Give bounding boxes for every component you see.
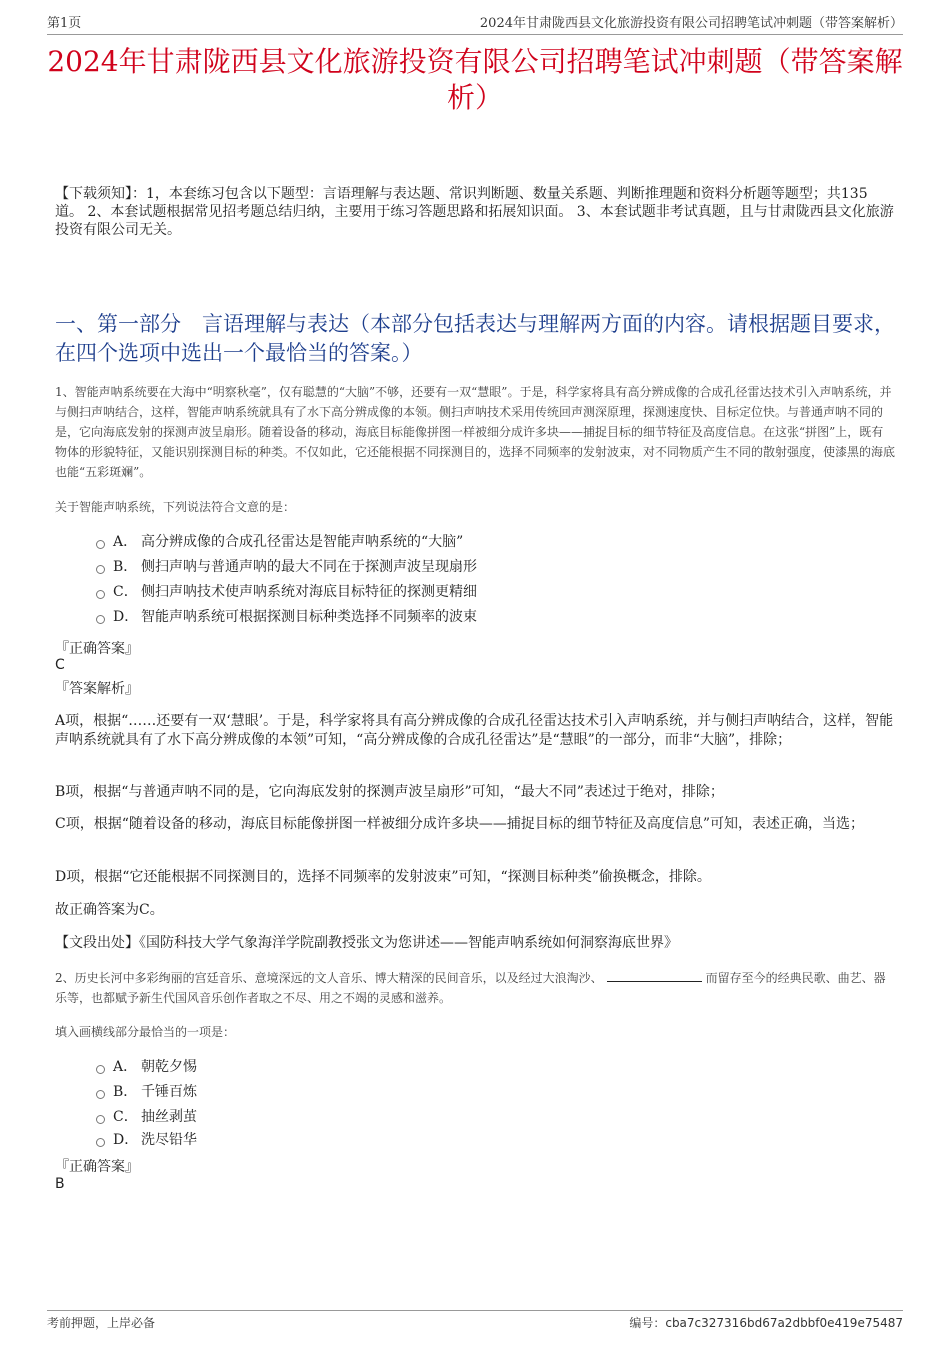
question-2-option-b[interactable]: B． 千锤百炼 (96, 1080, 890, 1105)
header-divider (47, 34, 903, 35)
section-title: 一、第一部分 言语理解与表达（本部分包括表达与理解两方面的内容。请根据题目要求，在四个选项中选出一个最恰当的答案。） (55, 312, 895, 365)
document-title: 2024年甘肃陇西县文化旅游投资有限公司招聘笔试冲刺题（带答案解析） (47, 45, 903, 114)
radio-icon[interactable] (96, 1065, 105, 1074)
radio-icon[interactable] (96, 565, 105, 574)
question-1-option-b[interactable]: B． 侧扫声呐与普通声呐的最大不同在于探测声波呈现扇形 (96, 555, 890, 580)
question-1-option-c[interactable]: C． 侧扫声呐技术使声呐系统对海底目标特征的探测更精细 (96, 580, 890, 605)
radio-icon[interactable] (96, 1138, 105, 1147)
analysis-d: D项，根据“它还能根据不同探测目的，选择不同频率的发射波束”可知，“探测目标种类”偷换概念，排除。 (55, 869, 711, 885)
page-number: 第1页 (47, 16, 82, 31)
radio-icon[interactable] (96, 590, 105, 599)
fill-blank (607, 969, 702, 982)
footer-slogan: 考前押题，上岸必备 (47, 1316, 156, 1330)
passage-source: 【文段出处】《国防科技大学气象海洋学院副教授张文为您讲述——智能声呐系统如何洞察海底世界》 (55, 935, 678, 951)
question-2-answer: B (55, 1176, 65, 1192)
question-2-prompt: 填入画横线部分最恰当的一项是： (55, 1025, 236, 1039)
page-footer (47, 1314, 903, 1332)
question-2-option-a[interactable]: A． 朝乾夕惕 (96, 1055, 890, 1080)
analysis-b: B项，根据“与普通声呐不同的是，它向海底发射的探测声波呈扇形”可知，“最大不同”表述过于绝对，排除； (55, 784, 724, 800)
question-1-option-d[interactable]: D． 智能声呐系统可根据探测目标种类选择不同频率的波束 (96, 605, 890, 630)
question-2-text: 2、历史长河中多彩绚丽的宫廷音乐、意境深远的文人音乐、博大精深的民间音乐，以及经过大浪淘沙、 而留存至今的经典民歌、曲艺、器乐等，也都赋予新生代国风音乐创作者取之不尽、用之不竭的灵感和滋养。 (55, 971, 886, 1005)
radio-icon[interactable] (96, 1090, 105, 1099)
question-1-option-a[interactable]: A． 高分辨成像的合成孔径雷达是智能声呐系统的“大脑” (96, 530, 890, 555)
footer-code: 编号：cba7c327316bd67a2dbbf0e419e75487 (629, 1316, 903, 1330)
footer-divider (47, 1310, 903, 1311)
analysis-c: C项，根据“随着设备的移动，海底目标能像拼图一样被细分成许多块——捕捉目标的细节特征及高度信息”可知，表述正确，当选； (55, 816, 865, 832)
radio-icon[interactable] (96, 615, 105, 624)
question-2-option-c[interactable]: C． 抽丝剥茧 (96, 1105, 890, 1130)
question-1-prompt: 关于智能声呐系统，下列说法符合文意的是： (55, 500, 296, 514)
analysis-a: A项，根据“……还要有一双‘慧眼’。于是，科学家将具有高分辨成像的合成孔径雷达技术引入声呐系统，并与侧扫声呐结合，这样，智能声呐系统就具有了水下高分辨成像的本领”可知，“高分辨成像的合成孔径雷达”是“慧眼”的一部分，而非“大脑”，排除； (55, 713, 894, 748)
question-2-option-d[interactable]: D． 洗尽铅华 (96, 1130, 890, 1150)
radio-icon[interactable] (96, 1115, 105, 1124)
question-1-text: 1、智能声呐系统要在大海中“明察秋毫”，仅有聪慧的“大脑”不够，还要有一双“慧眼”。于是，科学家将具有高分辨成像的合成孔径雷达技术引入声呐系统，并与侧扫声呐结合，这样，智能声呐系统就具有了水下高分辨成像的本领。侧扫声呐技术采用传统回声测深原理，探测速度快、目标定位快。与普通声呐不同的是，它向海底发射的探测声波呈扇形。随着设备的移动，海底目标能像拼图一样被细分成许多块——捕捉目标的细节特征及高度信息。在这张“拼图”上，既有物体的形貌特征，又能识别探测目标的种类。不仅如此，它还能根据不同探测目的，选择不同频率的发射波束，对不同物质产生不同的散射强度，使漆黑的海底也能“五彩斑斓”。 (55, 385, 896, 479)
radio-icon[interactable] (96, 540, 105, 549)
question-1-answer: C (55, 657, 65, 673)
question-1-answer-label: 『正确答案』 (55, 641, 139, 657)
question-1-analysis-label: 『答案解析』 (55, 681, 139, 697)
analysis-conclusion: 故正确答案为C。 (55, 902, 164, 918)
header-doc-title: 2024年甘肃陇西县文化旅游投资有限公司招聘笔试冲刺题（带答案解析） (479, 16, 903, 31)
page-header (47, 10, 903, 32)
question-2-options (96, 1055, 890, 1150)
question-1-options (96, 530, 890, 630)
question-2-answer-label: 『正确答案』 (55, 1159, 139, 1175)
download-notice: 【下载须知】：1，本套练习包含以下题型：言语理解与表达题、常识判断题、数量关系题、判断推理题和资料分析题等题型；共135道。 2、本套试题根据常见招考题总结归纳，主要用于练习答题思路和拓展知识面。 3、本套试题非考试真题，且与甘肃陇西县文化旅游投资有限公司无关。 (55, 186, 894, 238)
